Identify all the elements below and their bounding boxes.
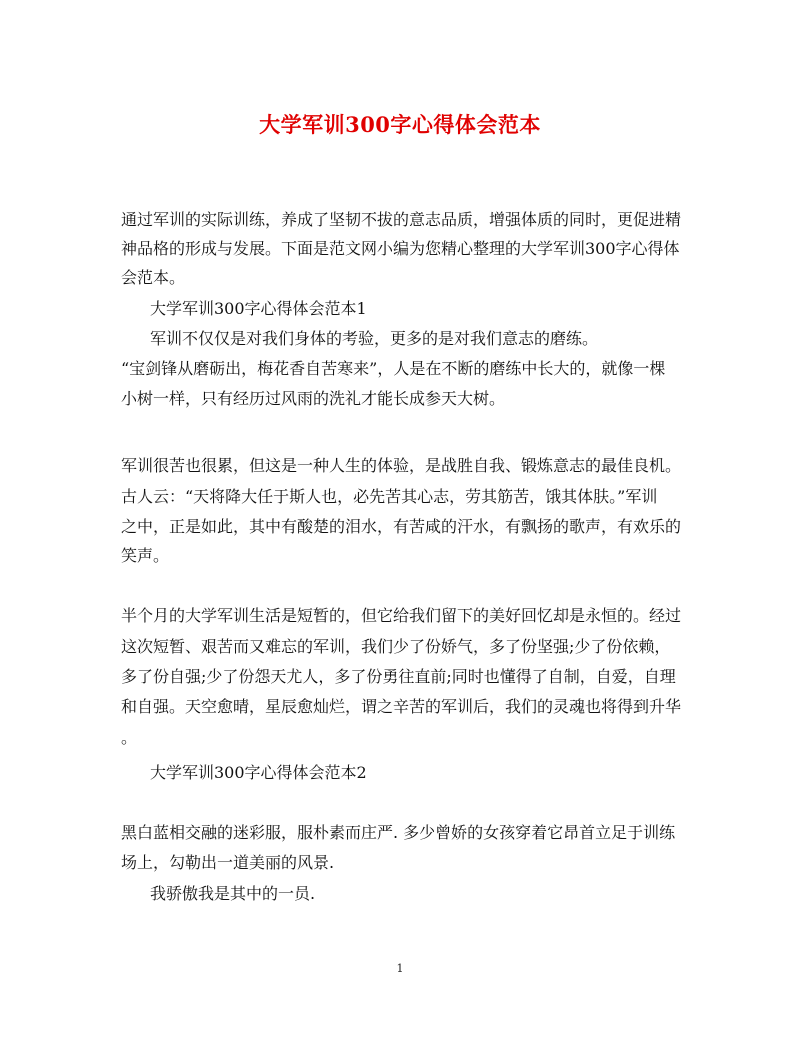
paragraph-line: 场上，勾勒出一道美丽的风景. (121, 853, 335, 872)
document-title: 大学军训300字心得体会范本 (259, 112, 541, 137)
paragraph-line: 军训很苦也很累，但这是一种人生的体验，是战胜自我、锻炼意志的最佳良机。 (121, 456, 682, 475)
paragraph-line: 。 (121, 728, 138, 747)
section-heading: 大学军训300字心得体会范本2 (150, 763, 367, 782)
paragraph-line: 和自强。天空愈晴，星辰愈灿烂，谓之辛苦的军训后，我们的灵魂也将得到升华 (121, 697, 682, 716)
paragraph-line: 之中，正是如此，其中有酸楚的泪水，有苦咸的汗水，有飘扬的歌声，有欢乐的 (121, 517, 682, 536)
page-number: 1 (396, 962, 404, 975)
paragraph-line: 多了份自强;少了份怨天尤人，多了份勇往直前;同时也懂得了自制，自爱，自理 (121, 667, 676, 686)
paragraph-line: 半个月的大学军训生活是短暂的，但它给我们留下的美好回忆却是永恒的。经过 (121, 606, 682, 625)
paragraph-line: “宝剑锋从磨砺出，梅花香自苦寒来”，人是在不断的磨练中长大的，就像一棵 (121, 359, 666, 378)
paragraph-line: 神品格的形成与发展。下面是范文网小编为您精心整理的大学军训300字心得体 (121, 239, 680, 258)
paragraph-line: 古人云：“天将降大任于斯人也，必先苦其心志，劳其筋苦，饿其体肤。”军训 (121, 487, 658, 506)
paragraph-line: 笑声。 (121, 546, 170, 565)
paragraph-line: 会范本。 (121, 268, 186, 287)
paragraph-line: 小树一样，只有经历过风雨的洗礼才能长成参天大树。 (121, 389, 506, 408)
paragraph-line: 通过军训的实际训练，养成了坚韧不拔的意志品质，增强体质的同时，更促进精 (121, 210, 682, 229)
section-heading: 大学军训300字心得体会范本1 (150, 299, 367, 318)
paragraph-line: 黑白蓝相交融的迷彩服，服朴素而庄严. 多少曾娇的女孩穿着它昂首立足于训练 (121, 823, 676, 842)
paragraph-line: 我骄傲我是其中的一员. (150, 884, 316, 903)
paragraph-line: 军训不仅仅是对我们身体的考验，更多的是对我们意志的磨练。 (150, 329, 599, 348)
paragraph-line: 这次短暂、艰苦而又难忘的军训，我们少了份娇气，多了份坚强;少了份依赖， (121, 637, 671, 656)
